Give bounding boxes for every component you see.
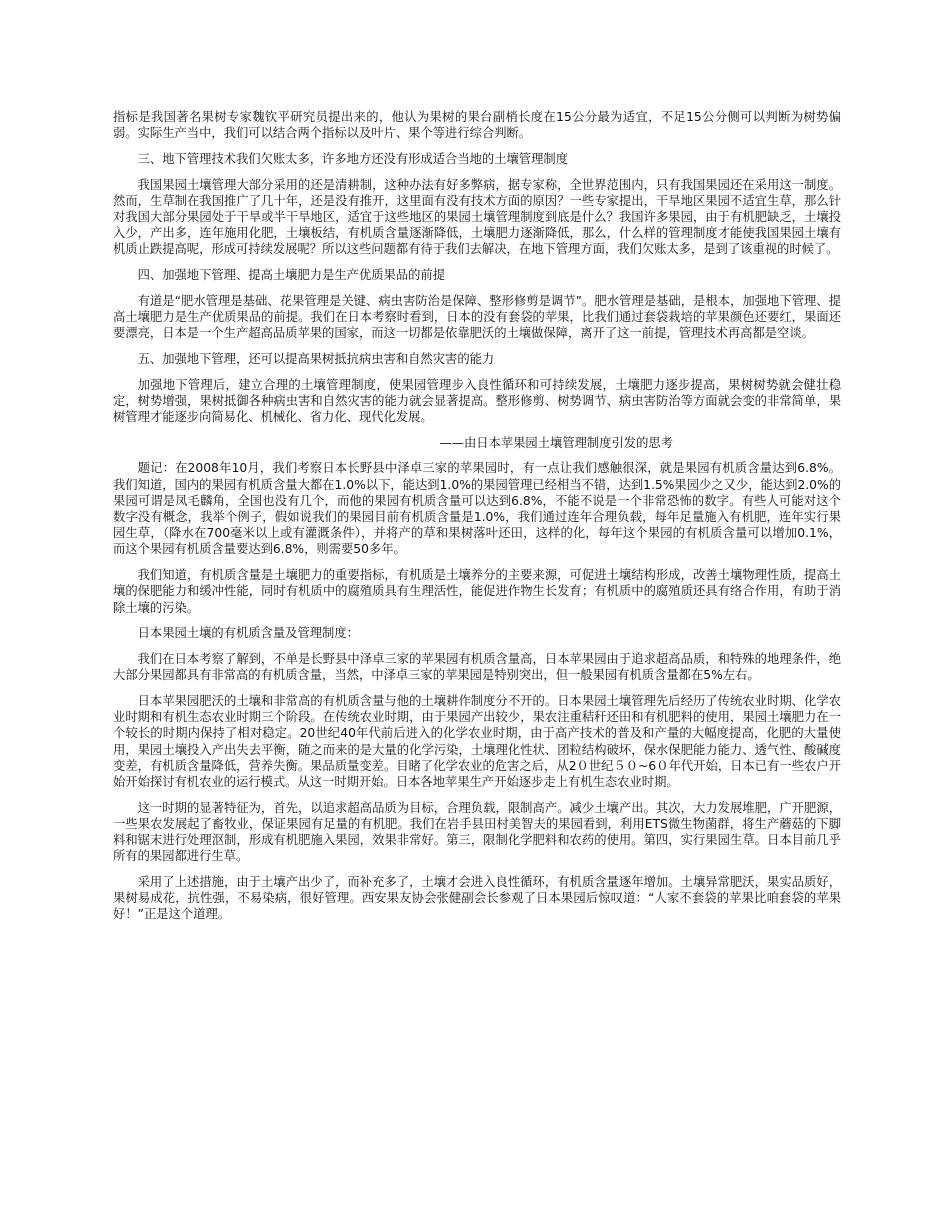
body-paragraph: 日本苹果园肥沃的土壤和非常高的有机质含量与他的土壤耕作制度分不开的。日本果园土壤管理先后经历了传统农业时期、化学农业时期和有机生态农业时期三个阶段。在传统农业时期，由于果园产出较少，果农注重秸秆还田和有机肥料的使用，果园土壤肥力在一个较长的时期内保持了相对稳定。20世纪40年代前后进入的化学农业时期，由于高产技术的普及和产量的大幅度提高，化肥的大量使用，果园土壤投入产出失去平衡，随之而来的是大量的化学污染，土壤理化性状、团粒结构破坏，保水保肥能力能力、透气性、酸碱度变差，有机质含量降低，营养失衡。果品质量变差。目睹了化学农业的危害之后，从2０世纪５０~6０年代开始，日本已有一些农户开始开始探讨有机农业的运行模式。从这一时期开始。日本各地苹果生产开始逐步走上有机生态农业时期。: [113, 693, 841, 789]
body-paragraph: 加强地下管理后，建立合理的土壤管理制度，使果园管理步入良性循环和可持续发展，土壤肥力逐步提高，果树树势就会健壮稳定，树势增强，果树抵御各种病虫害和自然灾害的能力就会显著提高。整形修剪、树势调节、病虫害防治等方面就会变的非常简单，果树管理才能逐步向简易化、机械化、省力化、现代化发展。: [113, 377, 841, 425]
section-heading: 三、地下管理技术我们欠账太多，许多地方还没有形成适合当地的土壤管理制度: [137, 151, 568, 166]
section-heading: 四、加强地下管理、提高土壤肥力是生产优质果品的前提: [137, 268, 446, 283]
section-heading: 五、加强地下管理，还可以提高果树抵抗病虫害和自然灾害的能力: [137, 351, 495, 366]
body-paragraph: 这一时期的显著特征为，首先，以追求超高品质为目标，合理负载，限制高产。减少土壤产出。其次，大力发展堆肥，广开肥源，一些果农发展起了畜牧业，保证果园有足量的有机肥。我们在岩手县田村美智夫的果园看到，利用ETS微生物菌群，将生产蘑菇的下脚料和锯末进行处理沤制，形成有机肥施入果园，效果非常好。第三，限制化学肥料和农药的使用。第四，实行果园生草。日本目前几乎所有的果园都进行生草。: [113, 800, 841, 864]
body-paragraph: 指标是我国著名果树专家魏钦平研究员提出来的，他认为果树的果台副梢长度在15公分最为适宜，不足15公分侧可以判断为树势偏弱。实际生产当中，我们可以结合两个指标以及叶片、果个等进行综合判断。: [113, 110, 841, 141]
section-heading: 日本果园土壤的有机质含量及管理制度：: [137, 626, 359, 641]
body-paragraph: 我国果园土壤管理大部分采用的还是清耕制，这种办法有好多弊病，据专家称，全世界范围内，只有我国果园还在采用这一制度。然而，生草制在我国推广了几十年，还是没有推开，这里面有没有技术方面的原因？一些专家提出，干旱地区果园不适宜生草，那么针对我国大部分果园处于干旱或半干旱地区，适宜于这些地区的果园土壤管理制度到底是什么？我国许多果园，由于有机肥缺乏，土壤投入少，产出多，连年施用化肥，土壤板结，有机质含量逐渐降低，土壤肥力逐渐降低，那么，什么样的管理制度才能使我国果园土壤有机质止跌提高呢，形成可持续发展呢？所以这些问题都有待于我们去解决，在地下管理方面，我们欠账太多，是到了该重视的时候了。: [113, 177, 841, 257]
body-paragraph: 我们在日本考察了解到，不单是长野县中泽卓三家的苹果园有机质含量高，日本苹果园由于追求超高品质，和特殊的地理条件，绝大部分果园都具有非常高的有机质含量，当然，中泽卓三家的苹果园是特别突出，但一般果园有机质含量都在5%左右。: [113, 651, 841, 683]
article-subtitle: ——由日本苹果园土壤管理制度引发的思考: [439, 435, 673, 450]
body-paragraph: 有道是“肥水管理是基础、花果管理是关键、病虫害防治是保障、整形修剪是调节”。肥水管理是基础，是根本，加强地下管理、提高土壤肥力是生产优质果品的前提。我们在日本考察时看到，日本的没有套袋的苹果，比我们通过套袋栽培的苹果颜色还要红，果面还要漂亮，日本是一个生产超高品质苹果的国家，而这一切都是依靠肥沃的土壤做保障，离开了这一前提，管理技术再高都是空谈。: [113, 293, 841, 341]
body-paragraph: 题记：在2008年10月，我们考察日本长野县中泽卓三家的苹果园时，有一点让我们感触很深，就是果园有机质含量达到6.8%。我们知道，国内的果园有机质含量大都在1.0%以下，能达到1.0%的果园管理已经相当不错，达到1.5%果园少之又少，能达到2.0%的果园可谓是凤毛麟角，全国也没有几个，而他的果园有机质含量可以达到6.8%，不能不说是一个非常恐怖的数字。有些人可能对这个数字没有概念，我举个例子，假如说我们的果园目前有机质含量是1.0%，我们通过连年合理负载，每年足量施入有机肥，连年实行果园生草，（降水在700毫米以上或有灌溉条件），并将产的草和果树落叶还田，这样的化，每年这个果园的有机质含量可以增加0.1%，而这个果园有机质含量要达到6.8%，则需要50多年。: [113, 461, 841, 557]
document-body: [113, 109, 841, 932]
body-paragraph: 我们知道，有机质含量是土壤肥力的重要指标，有机质是土壤养分的主要来源，可促进土壤结构形成，改善土壤物理性质，提高土壤的保肥能力和缓冲性能，同时有机质中的腐殖质具有生理活性，能促进作物生长发育；有机质中的腐殖质还具有络合作用，有助于消除土壤的污染。: [113, 568, 841, 615]
body-paragraph: 采用了上述措施，由于土壤产出少了，而补充多了，土壤才会进入良性循环，有机质含量逐年增加。土壤异常肥沃，果实品质好，果树易成花，抗性强，不易染病，很好管理。西安果友协会张健副会长参观了日本果园后惊叹道：“人家不套袋的苹果比咱套袋的苹果好！”正是这个道理。: [113, 874, 841, 922]
